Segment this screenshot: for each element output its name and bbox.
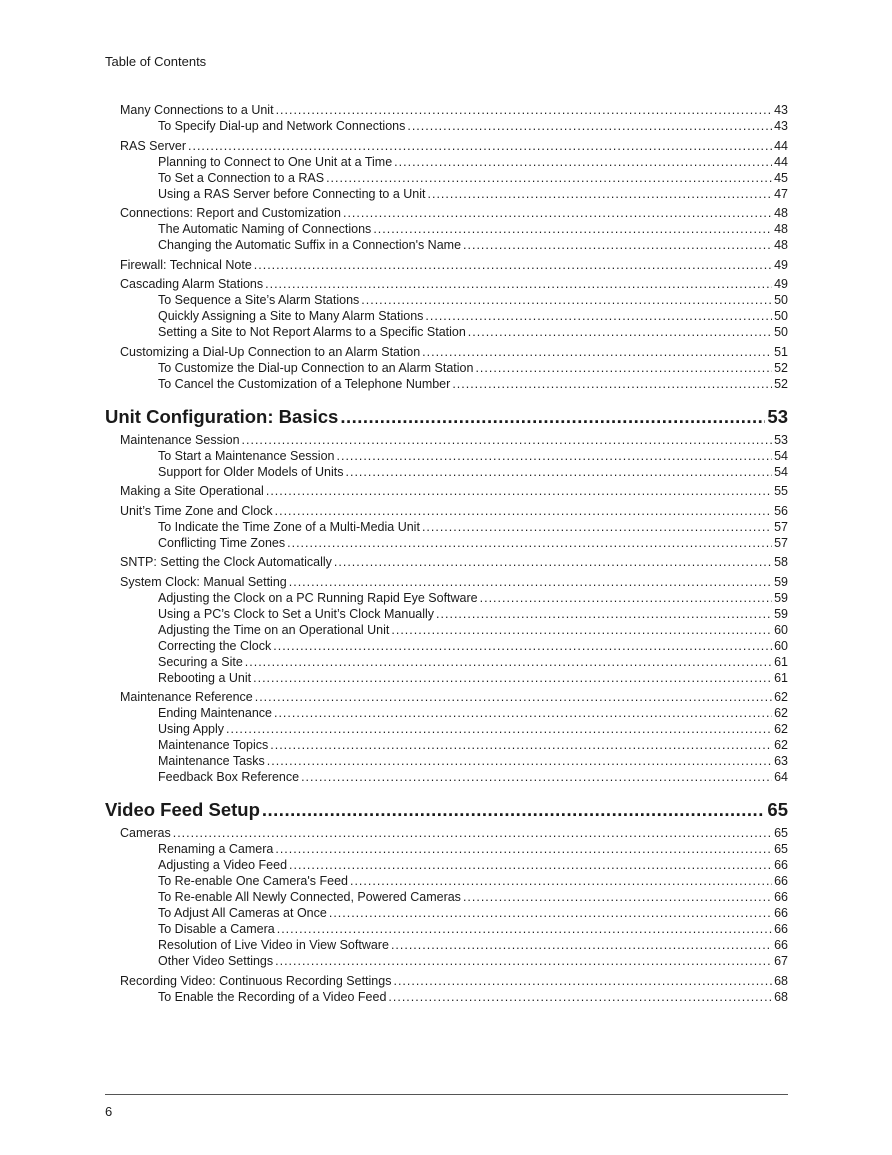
dot-leader (275, 841, 772, 857)
toc-entry-title: Connections: Report and Customization (120, 206, 341, 220)
toc-entry-page: 66 (774, 938, 788, 952)
toc-entry-title: Changing the Automatic Suffix in a Connection's Name (158, 238, 462, 252)
toc-entry-page: 66 (774, 890, 788, 904)
toc-entry-title: To Set a Connection to a RAS (158, 170, 325, 185)
dot-leader (350, 873, 772, 889)
dot-leader (346, 464, 773, 480)
toc-entry-title: Adjusting the Clock on a PC Running Rapid Eye Software (158, 590, 478, 605)
toc-chapter-entry[interactable] (105, 405, 788, 429)
dot-leader (275, 953, 772, 969)
toc-entry[interactable] (105, 376, 788, 392)
dot-leader (276, 102, 773, 118)
dot-leader (242, 432, 773, 448)
dot-leader (267, 753, 772, 769)
dot-leader (391, 937, 772, 953)
toc-entry[interactable] (105, 689, 788, 705)
toc-entry[interactable] (105, 654, 788, 670)
dot-leader (337, 448, 773, 464)
dot-leader (436, 606, 772, 622)
toc-entry-title: Setting a Site to Not Report Alarms to a Specific Station (158, 325, 466, 339)
toc-entry-page: 48 (774, 222, 788, 236)
dot-leader (394, 154, 772, 170)
toc-entry-page: 50 (774, 325, 788, 339)
dot-leader (475, 360, 772, 376)
toc-entry-title: To Re-enable One Camera's Feed (158, 874, 348, 888)
toc-entry-page: 44 (774, 154, 788, 169)
toc-entry-page: 48 (774, 238, 788, 252)
toc-entry-page: 62 (774, 722, 788, 736)
toc-entry-title: Adjusting the Time on an Operational Unit (158, 622, 390, 637)
toc-entry[interactable] (105, 921, 788, 937)
dot-leader (452, 376, 772, 392)
toc-entry-page: 56 (774, 503, 788, 518)
toc-entry-title: To Specify Dial-up and Network Connections (158, 119, 406, 133)
toc-entry-page: 66 (774, 922, 788, 936)
toc-entry-page: 65 (767, 799, 788, 820)
dot-leader (407, 118, 772, 134)
toc-entry-page: 48 (774, 206, 788, 220)
toc-entry-page: 60 (774, 638, 788, 653)
toc-entry-title: Renaming a Camera (158, 842, 274, 856)
toc-entry-page: 62 (774, 738, 788, 752)
toc-entry[interactable] (105, 753, 788, 769)
dot-leader (173, 825, 772, 841)
toc-entry[interactable] (105, 276, 788, 292)
toc-entry[interactable] (105, 622, 788, 638)
dot-leader (468, 324, 772, 340)
toc-entry-title: RAS Server (120, 138, 186, 153)
dot-leader (326, 170, 772, 186)
toc-entry[interactable] (105, 464, 788, 480)
toc-entry[interactable] (105, 237, 788, 253)
toc-entry-title: Feedback Box Reference (158, 770, 300, 784)
toc-entry[interactable] (105, 721, 788, 737)
dot-leader (393, 973, 772, 989)
toc-entry[interactable] (105, 154, 788, 170)
toc-entry-title: Resolution of Live Video in View Software (158, 938, 389, 952)
toc-entry[interactable] (105, 221, 788, 237)
toc-entry[interactable] (105, 889, 788, 905)
toc-entry-title: To Cancel the Customization of a Telephone Number (158, 376, 451, 391)
toc-entry-page: 43 (774, 103, 788, 117)
toc-entry-title: Adjusting a Video Feed (158, 858, 288, 872)
dot-leader (265, 276, 772, 292)
toc-entry[interactable] (105, 989, 788, 1005)
toc-entry-title: To Sequence a Site’s Alarm Stations (158, 293, 360, 307)
toc-entry[interactable] (105, 705, 788, 721)
toc-entry[interactable] (105, 769, 788, 785)
toc-entry-page: 58 (774, 555, 788, 569)
dot-leader (428, 186, 773, 202)
dot-leader (361, 292, 772, 308)
toc-entry-page: 67 (774, 954, 788, 968)
toc-entry-title: Ending Maintenance (158, 706, 272, 720)
page-header: Table of Contents (105, 54, 207, 69)
toc-entry-title: System Clock: Manual Setting (120, 574, 287, 589)
toc-entry-page: 50 (774, 309, 788, 323)
toc-entry[interactable] (105, 432, 788, 448)
toc-entry-title: Other Video Settings (158, 954, 274, 968)
toc-entry[interactable] (105, 308, 788, 324)
toc-entry[interactable] (105, 186, 788, 202)
toc-entry-page: 66 (774, 874, 788, 888)
dot-leader (245, 654, 772, 670)
toc-entry[interactable] (105, 554, 788, 570)
toc-entry-title: Conflicting Time Zones (158, 535, 286, 550)
toc-entry-title: Many Connections to a Unit (120, 103, 274, 117)
dot-leader (425, 308, 772, 324)
toc-entry-page: 54 (774, 448, 788, 463)
dot-leader (255, 689, 772, 705)
toc-entry-page: 45 (774, 170, 788, 185)
dot-leader (253, 670, 772, 686)
toc-entry-title: Using a RAS Server before Connecting to a Unit (158, 186, 426, 201)
dot-leader (262, 798, 766, 822)
toc-entry[interactable] (105, 841, 788, 857)
toc-entry-title: Maintenance Reference (120, 690, 253, 704)
toc-entry-page: 62 (774, 690, 788, 704)
toc-entry-title: Securing a Site (158, 654, 243, 669)
toc-entry[interactable] (105, 448, 788, 464)
toc-entry-page: 68 (774, 989, 788, 1004)
dot-leader (273, 638, 772, 654)
toc-entry-title: Planning to Connect to One Unit at a Time (158, 154, 393, 169)
dot-leader (266, 483, 772, 499)
toc-entry-title: The Automatic Naming of Connections (158, 222, 372, 236)
toc-entry-page: 52 (774, 360, 788, 375)
dot-leader (343, 205, 772, 221)
dot-leader (388, 989, 772, 1005)
toc-entry-title: Maintenance Session (120, 432, 240, 447)
toc-entry[interactable] (105, 292, 788, 308)
toc-entry-page: 65 (774, 826, 788, 840)
toc-entry[interactable] (105, 519, 788, 535)
toc-entry-title: Correcting the Clock (158, 638, 272, 653)
toc-entry[interactable] (105, 324, 788, 340)
toc-entry[interactable] (105, 257, 788, 273)
toc-entry-page: 52 (774, 376, 788, 391)
dot-leader (277, 921, 772, 937)
dot-leader (334, 554, 772, 570)
toc-entry-page: 59 (774, 590, 788, 605)
footer-divider (105, 1094, 788, 1095)
toc-entry[interactable] (105, 857, 788, 873)
dot-leader (289, 574, 772, 590)
toc-entry-page: 43 (774, 119, 788, 133)
toc-entry-page: 54 (774, 464, 788, 479)
dot-leader (340, 405, 765, 429)
dot-leader (463, 889, 772, 905)
toc-entry[interactable] (105, 905, 788, 921)
page-number: 6 (105, 1104, 113, 1119)
toc-entry[interactable] (105, 973, 788, 989)
toc-entry[interactable] (105, 825, 788, 841)
toc-entry-title: To Customize the Dial-up Connection to an Alarm Station (158, 360, 474, 375)
toc-entry-title: Cameras (120, 826, 171, 840)
toc-entry-title: Using Apply (158, 722, 225, 736)
toc-entry-page: 59 (774, 606, 788, 621)
dot-leader (480, 590, 772, 606)
toc-entry-title: Quickly Assigning a Site to Many Alarm Stations (158, 309, 424, 323)
toc-entry[interactable] (105, 873, 788, 889)
toc-entry-page: 65 (774, 842, 788, 856)
toc-entry-page: 59 (774, 574, 788, 589)
toc-entry-title: SNTP: Setting the Clock Automatically (120, 555, 332, 569)
toc-entry-title: To Adjust All Cameras at Once (158, 906, 327, 920)
toc-entry[interactable] (105, 638, 788, 654)
toc-entry-title: Maintenance Tasks (158, 754, 265, 768)
toc-entry-page: 60 (774, 622, 788, 637)
toc-entry-title: To Start a Maintenance Session (158, 448, 335, 463)
toc-entry-title: To Indicate the Time Zone of a Multi-Media Unit (158, 519, 420, 534)
toc-entry-page: 53 (774, 432, 788, 447)
toc-entry-page: 68 (774, 973, 788, 988)
toc-entry[interactable] (105, 606, 788, 622)
toc-entry[interactable] (105, 102, 788, 118)
toc-entry-page: 55 (774, 484, 788, 498)
dot-leader (422, 519, 772, 535)
toc-entry-page: 53 (767, 405, 788, 427)
toc-entry-page: 61 (774, 670, 788, 685)
toc-entry-title: To Enable the Recording of a Video Feed (158, 989, 387, 1004)
toc-entry-page: 57 (774, 519, 788, 534)
toc-entry-title: Unit’s Time Zone and Clock (120, 503, 273, 518)
toc-entry-page: 64 (774, 770, 788, 784)
toc-entry-title: Video Feed Setup (105, 799, 260, 820)
toc-entry[interactable] (105, 138, 788, 154)
toc-entry-page: 66 (774, 906, 788, 920)
toc-entry[interactable] (105, 590, 788, 606)
toc-entry-page: 49 (774, 257, 788, 272)
toc-entry[interactable] (105, 360, 788, 376)
toc-chapter-entry[interactable] (105, 798, 788, 822)
table-of-contents (105, 102, 788, 1005)
dot-leader (226, 721, 772, 737)
toc-entry-title: Unit Configuration: Basics (105, 405, 339, 427)
toc-entry[interactable] (105, 574, 788, 590)
dot-leader (274, 705, 772, 721)
toc-entry[interactable] (105, 953, 788, 969)
toc-entry-page: 51 (774, 344, 788, 359)
dot-leader (391, 622, 772, 638)
toc-entry-title: Maintenance Topics (158, 738, 269, 752)
toc-entry-page: 50 (774, 293, 788, 307)
toc-entry[interactable] (105, 170, 788, 186)
toc-entry[interactable] (105, 118, 788, 134)
toc-entry-page: 61 (774, 654, 788, 669)
dot-leader (287, 535, 772, 551)
toc-entry-title: Customizing a Dial-Up Connection to an Alarm Station (120, 344, 421, 359)
toc-entry[interactable] (105, 344, 788, 360)
toc-entry[interactable] (105, 937, 788, 953)
toc-entry[interactable] (105, 670, 788, 686)
dot-leader (289, 857, 772, 873)
toc-entry[interactable] (105, 503, 788, 519)
toc-entry-page: 62 (774, 706, 788, 720)
toc-entry-title: Recording Video: Continuous Recording Settings (120, 973, 392, 988)
dot-leader (275, 503, 772, 519)
dot-leader (373, 221, 772, 237)
toc-entry-title: Firewall: Technical Note (120, 257, 252, 272)
dot-leader (463, 237, 772, 253)
toc-entry-title: Making a Site Operational (120, 484, 264, 498)
dot-leader (422, 344, 772, 360)
toc-entry-page: 63 (774, 754, 788, 768)
toc-entry-page: 49 (774, 277, 788, 291)
toc-entry-page: 44 (774, 138, 788, 153)
toc-entry-title: Cascading Alarm Stations (120, 277, 264, 291)
toc-entry[interactable] (105, 535, 788, 551)
toc-entry-title: To Disable a Camera (158, 922, 275, 936)
toc-entry-page: 47 (774, 186, 788, 201)
dot-leader (270, 737, 772, 753)
dot-leader (301, 769, 772, 785)
toc-entry[interactable] (105, 205, 788, 221)
toc-entry[interactable] (105, 737, 788, 753)
toc-entry-page: 66 (774, 858, 788, 872)
toc-entry-title: Support for Older Models of Units (158, 464, 344, 479)
toc-entry-title: Using a PC’s Clock to Set a Unit’s Clock Manually (158, 606, 435, 621)
toc-entry[interactable] (105, 483, 788, 499)
dot-leader (329, 905, 772, 921)
toc-entry-title: Rebooting a Unit (158, 670, 252, 685)
toc-entry-page: 57 (774, 535, 788, 550)
dot-leader (254, 257, 772, 273)
toc-entry-title: To Re-enable All Newly Connected, Powered Cameras (158, 890, 461, 904)
dot-leader (188, 138, 772, 154)
